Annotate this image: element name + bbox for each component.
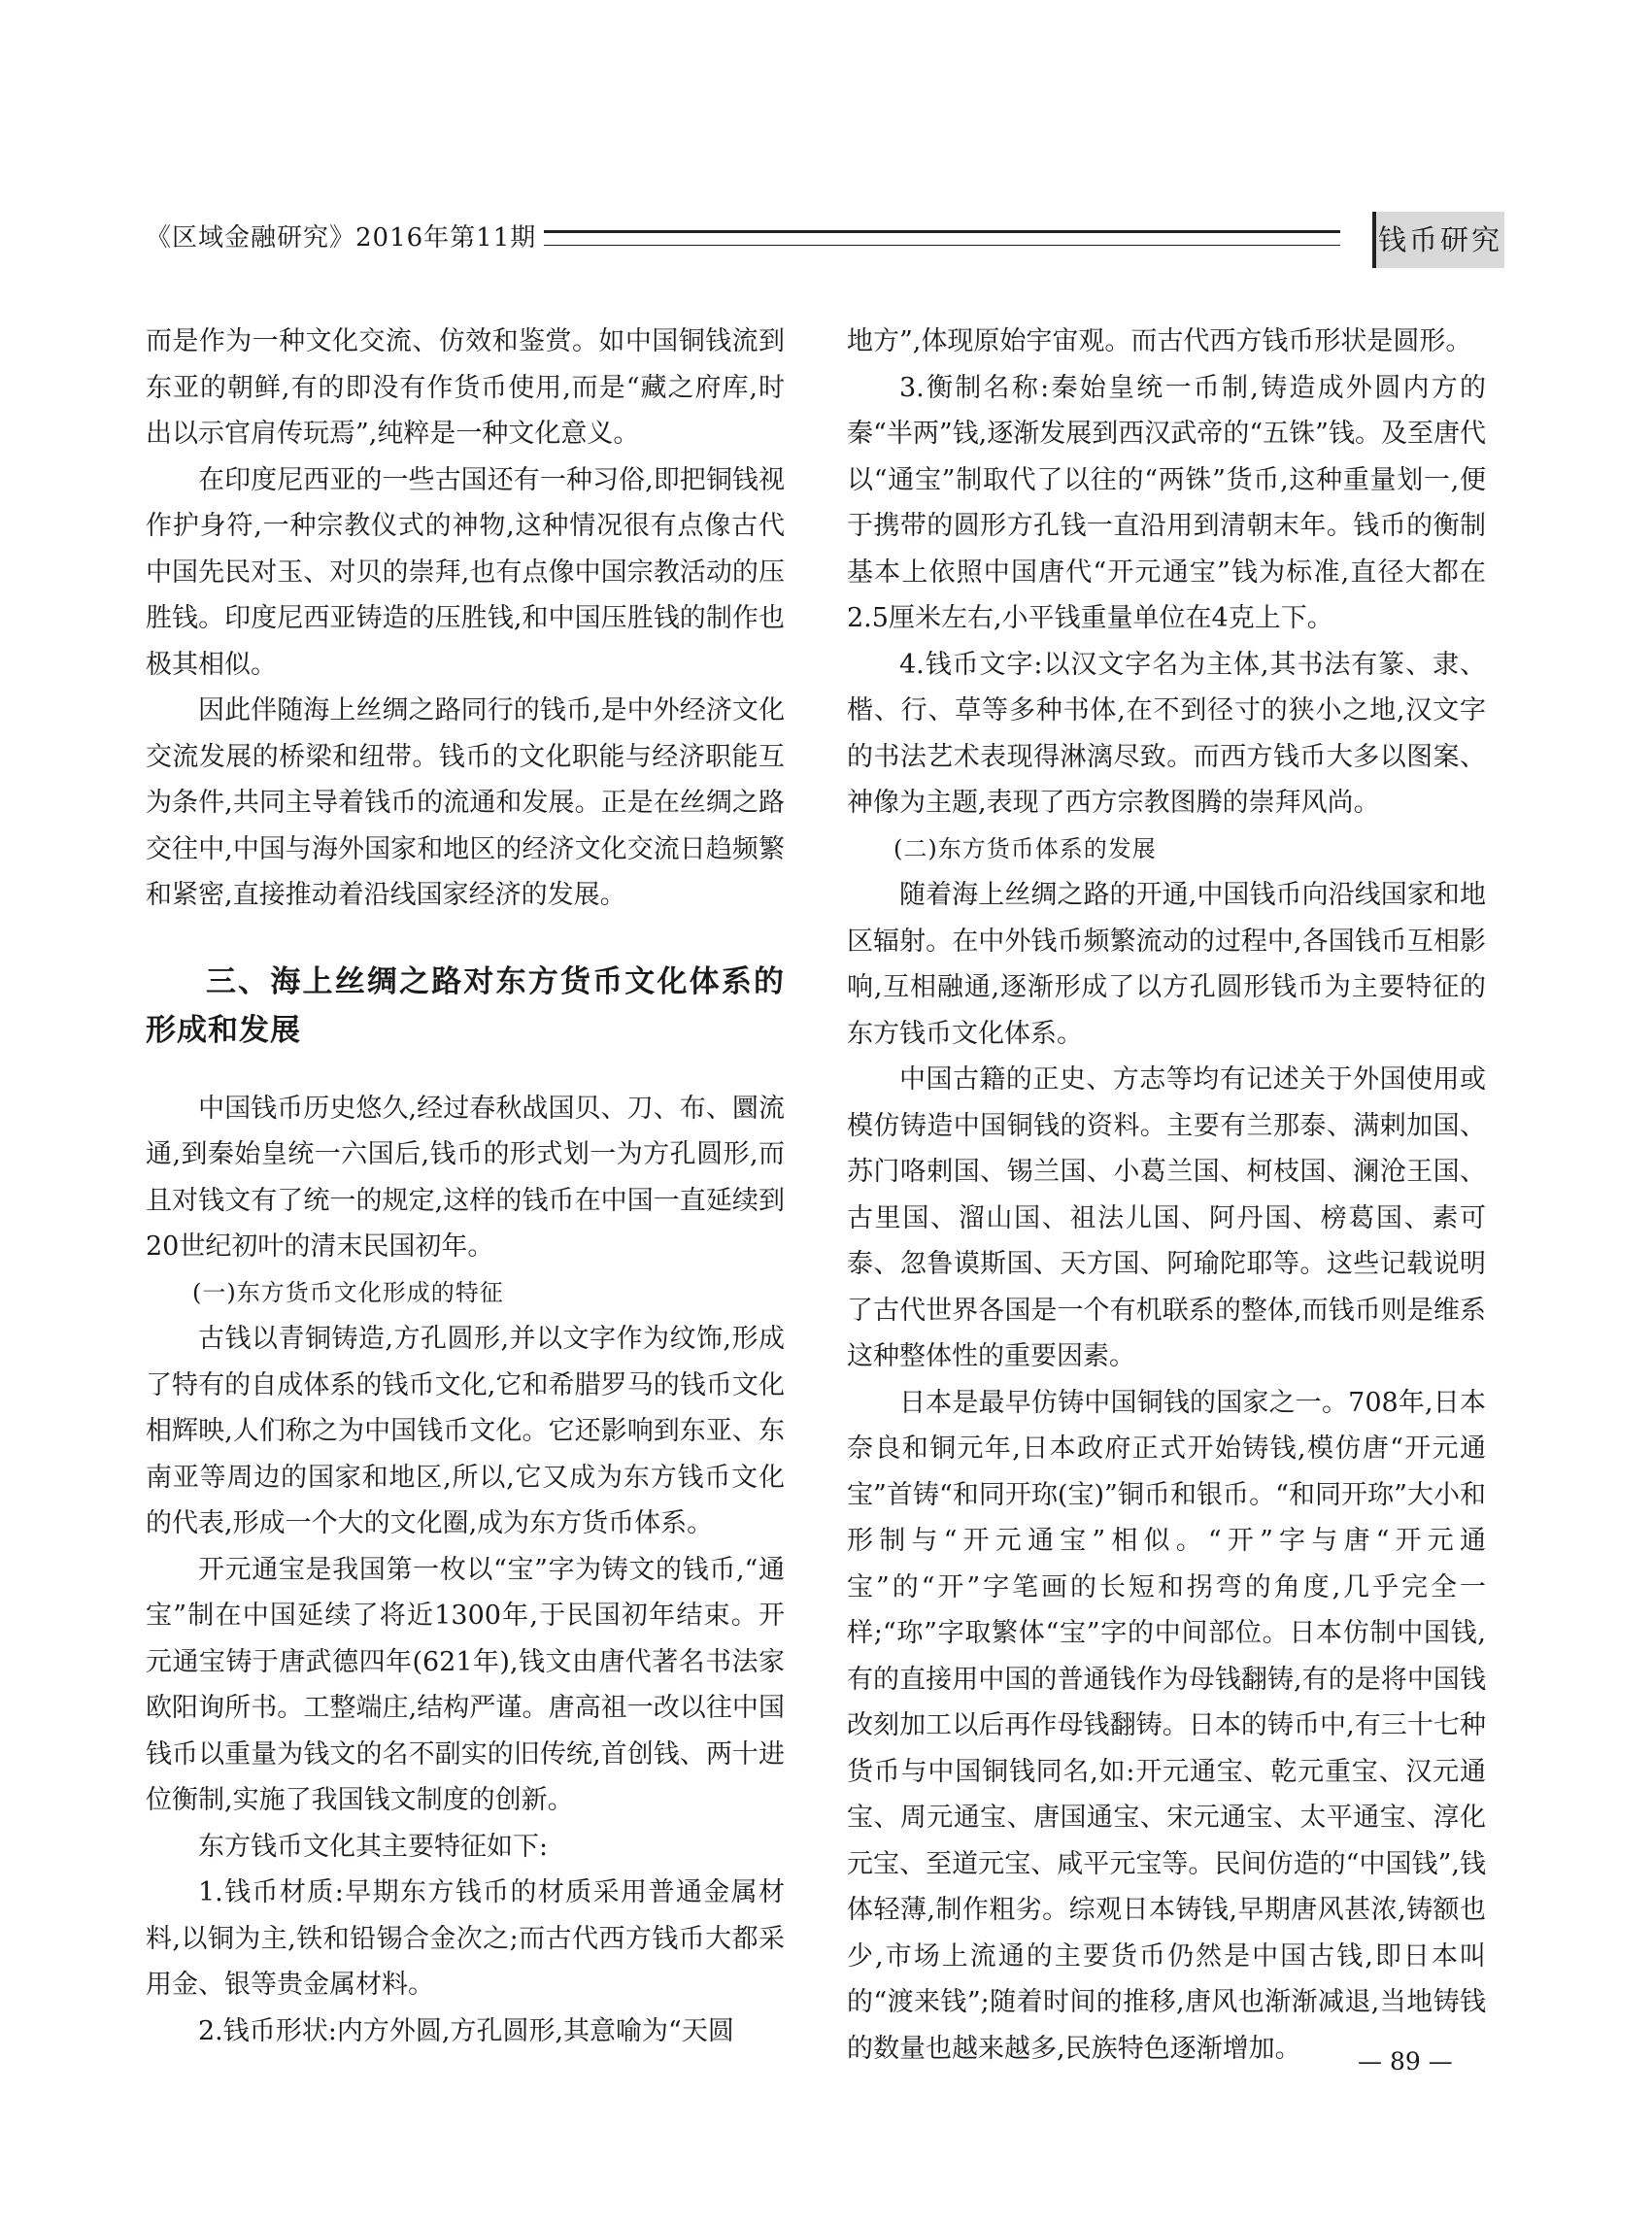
section-label: 钱币研究 <box>1372 212 1504 268</box>
paragraph: 中国古籍的正史、方志等均有记述关于外国使用或模仿铸造中国铜钱的资料。主要有兰那泰、满剌加国、苏门咯剌国、锡兰国、小葛兰国、柯枝国、澜沧王国、古里国、溜山国、祖法儿国、阿丹国、榜葛国、素可泰、忽鲁谟斯国、天方国、阿瑜陀耶等。这些记载说明了古代世界各国是一个有机联系的整体,而钱币则是维系这种整体性的重要因素。 <box>847 1064 1486 1371</box>
paragraph: 在印度尼西亚的一些古国还有一种习俗,即把铜钱视作护身符,一种宗教仪式的神物,这种情况很有点像古代中国先民对玉、对贝的崇拜,也有点像中国宗教活动的压胜钱。印度尼西亚铸造的压胜钱,和中国压胜钱的制作也极其相似。 <box>146 464 785 680</box>
section-heading: 三、海上丝绸之路对东方货币文化体系的形成和发展 <box>146 963 785 1048</box>
page-number: — 89 — <box>1358 2047 1453 2075</box>
paragraph: 2.钱币形状:内方外圆,方孔圆形,其意喻为“天圆 <box>198 2015 734 2046</box>
subsection-heading: (一)东方货币文化形成的特征 <box>192 1278 504 1306</box>
paragraph: 地方”,体现原始宇宙观。而古代西方钱币形状是圆形。 <box>847 326 1472 356</box>
paragraph: 而是作为一种文化交流、仿效和鉴赏。如中国铜钱流到东亚的朝鲜,有的即没有作货币使用,而是“藏之府库,时出以示官肩传玩焉”,纯粹是一种文化意义。 <box>146 326 785 449</box>
paragraph: 4.钱币文字:以汉文字名为主体,其书法有篆、隶、楷、行、草等多种书体,在不到径寸的狭小之地,汉文字的书法艺术表现得淋漓尽致。而西方钱币大多以图案、神像为主题,表现了西方宗教图腾的崇拜风尚。 <box>847 649 1486 818</box>
paragraph: 中国钱币历史悠久,经过春秋战国贝、刀、布、圜流通,到秦始皇统一六国后,钱币的形式划一为方孔圆形,而且对钱文有了统一的规定,这样的钱币在中国一直延续到20世纪初叶的清末民国初年。 <box>146 1093 785 1262</box>
paragraph: 开元通宝是我国第一枚以“宝”字为铸文的钱币,“通宝”制在中国延续了将近1300年,于民国初年结束。开元通宝铸于唐武德四年(621年),钱文由唐代著名书法家欧阳询所书。工整端庄,结构严谨。唐高祖一改以往中国钱币以重量为钱文的名不副实的旧传统,首创钱、两十进位衡制,实施了我国钱文制度的创新。 <box>146 1554 785 1815</box>
journal-title: 《区域金融研究》2016年第11期 <box>146 223 537 253</box>
header-rule <box>544 230 1340 246</box>
running-header <box>146 212 1500 274</box>
paragraph: 古钱以青铜铸造,方孔圆形,并以文字作为纹饰,形成了特有的自成体系的钱币文化,它和希腊罗马的钱币文化相辉映,人们称之为中国钱币文化。它还影响到东亚、东南亚等周边的国家和地区,所以,它又成为东方钱币文化的代表,形成一个大的文化圈,成为东方货币体系。 <box>146 1324 785 1538</box>
subsection-heading: (二)东方货币体系的发展 <box>893 834 1157 862</box>
left-column <box>146 319 785 2054</box>
paragraph: 1.钱币材质:早期东方钱币的材质采用普通金属材料,以铜为主,铁和铅锡合金次之;而古代西方钱币大都采用金、银等贵金属材料。 <box>146 1877 785 2000</box>
paragraph: 日本是最早仿铸中国铜钱的国家之一。708年,日本奈良和铜元年,日本政府正式开始铸钱,模仿唐“开元通宝”首铸“和同开珎(宝)”铜币和银币。“和同开珎”大小和形制与“开元通宝”相似。“开”字与唐“开元通宝”的“开”字笔画的长短和拐弯的角度,几乎完全一样;“珎”字取繁体“宝”字的中间部位。日本仿制中国钱,有的直接用中国的普通钱作为母钱翻铸,有的是将中国钱改刻加工以后再作母钱翻铸。日本的铸币中,有三十七种货币与中国铜钱同名,如:开元通宝、乾元重宝、汉元通宝、周元通宝、唐国通宝、宋元通宝、太平通宝、淳化元宝、至道元宝、咸平元宝等。民间仿造的“中国钱”,钱体轻薄,制作粗劣。综观日本铸钱,早期唐风甚浓,铸额也少,市场上流通的主要货币仍然是中国古钱,即日本叫的“渡来钱”;随着时间的推移,唐风也渐渐减退,当地铸钱的数量也越来越多,民族特色逐渐增加。 <box>847 1387 1486 2064</box>
right-column <box>847 319 1486 2072</box>
paragraph: 3.衡制名称:秦始皇统一币制,铸造成外圆内方的秦“半两”钱,逐渐发展到西汉武帝的“五铢”钱。及至唐代以“通宝”制取代了以往的“两铢”货币,这种重量划一,便于携带的圆形方孔钱一直沿用到清朝末年。钱币的衡制基本上依照中国唐代“开元通宝”钱为标准,直径大都在2.5厘米左右,小平钱重量单位在4克上下。 <box>847 372 1486 633</box>
paragraph: 随着海上丝绸之路的开通,中国钱币向沿线国家和地区辐射。在中外钱币频繁流动的过程中,各国钱币互相影响,互相融通,逐渐形成了以方孔圆形钱币为主要特征的东方钱币文化体系。 <box>847 880 1486 1049</box>
paragraph: 东方钱币文化其主要特征如下: <box>198 1831 549 1862</box>
paragraph: 因此伴随海上丝绸之路同行的钱币,是中外经济文化交流发展的桥梁和纽带。钱币的文化职能与经济职能互为条件,共同主导着钱币的流通和发展。正是在丝绸之路交往中,中国与海外国家和地区的经济文化交流日趋频繁和紧密,直接推动着沿线国家经济的发展。 <box>146 695 785 910</box>
